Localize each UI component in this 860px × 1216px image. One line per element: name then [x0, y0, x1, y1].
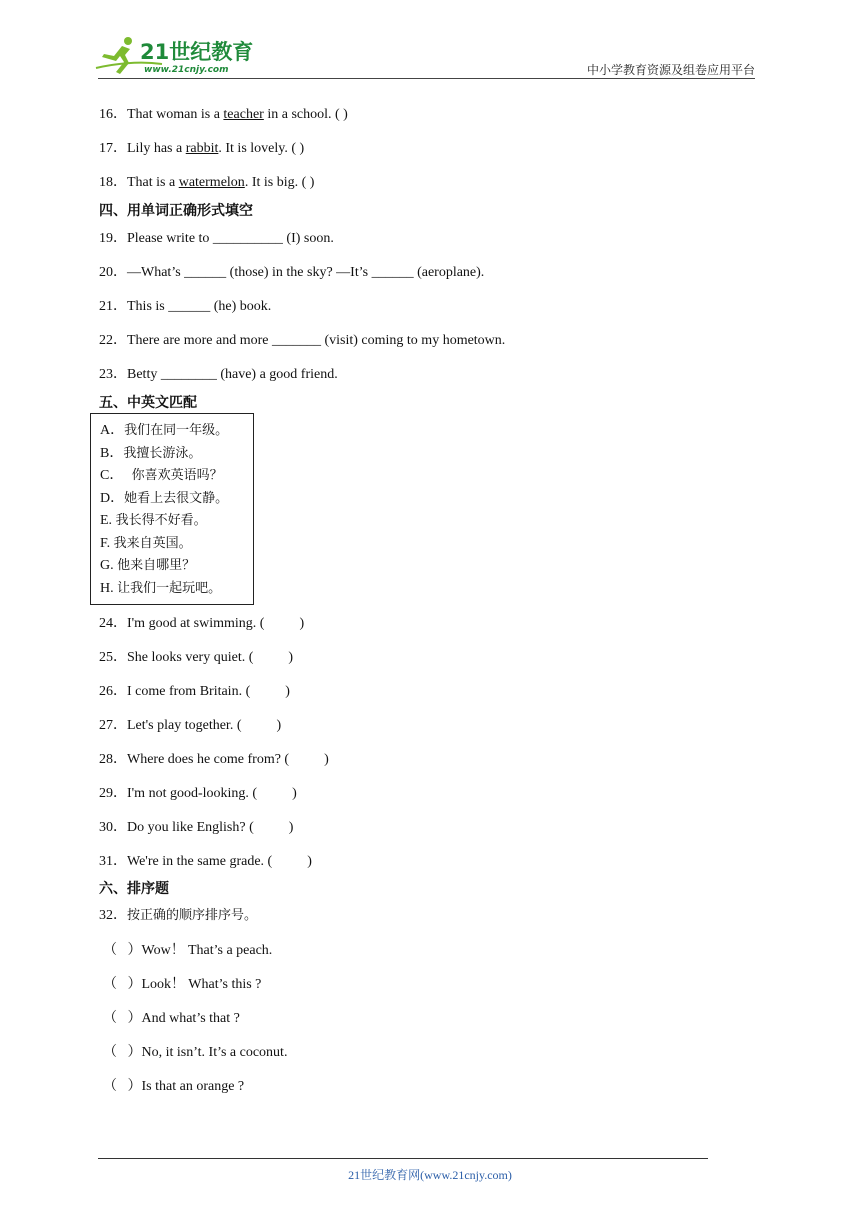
- runner-logo-icon: [92, 34, 262, 76]
- option-letter: H.: [100, 581, 118, 596]
- question-25: [99, 649, 293, 667]
- order-item: （ ）Wow！ That’s a peach.: [103, 943, 273, 958]
- question-number: 17．: [99, 141, 127, 156]
- question-text: We're in the same grade. ( ): [127, 854, 312, 869]
- option-text: 我们在同一年级。: [124, 423, 229, 438]
- question-number: 27．: [99, 718, 127, 733]
- question-number: 22．: [99, 333, 127, 348]
- question-28: [99, 751, 329, 769]
- question-text: This is ______ (he) book.: [127, 299, 272, 314]
- option-a: [100, 423, 228, 439]
- option-text: 让我们一起玩吧。: [117, 581, 222, 596]
- option-letter: C．: [100, 468, 124, 483]
- order-item: （ ）No, it isn’t. It’s a coconut.: [103, 1045, 288, 1060]
- question-text: There are more and more _______ (visit) coming to my hometown.: [127, 333, 506, 348]
- question-30: [99, 819, 293, 837]
- order-item: （ ）Look！ What’s this ?: [103, 977, 262, 992]
- option-d: [100, 491, 228, 507]
- option-text: 你喜欢英语吗？: [123, 468, 223, 483]
- question-text: Where does he come from? ( ): [127, 752, 329, 767]
- option-e: [100, 513, 207, 529]
- option-text: 我来自英国。: [113, 536, 192, 551]
- question-number: 19．: [99, 231, 127, 246]
- question-text: I'm good at swimming. ( ): [127, 616, 305, 631]
- question-text: Betty ________ (have) a good friend.: [127, 367, 338, 382]
- question-29: [99, 785, 297, 803]
- question-text: —What’s ______ (those) in the sky? —It’s ______ (aeroplane).: [127, 265, 485, 280]
- option-h: [100, 581, 221, 597]
- option-letter: F.: [100, 536, 114, 551]
- question-17: [99, 140, 304, 158]
- option-text: 我长得不好看。: [115, 513, 207, 528]
- option-g: [100, 558, 195, 574]
- header-tagline: 中小学教育资源及组卷应用平台: [586, 63, 755, 77]
- question-text: Do you like English? ( ): [127, 820, 294, 835]
- order-item: （ ）And what’s that ?: [103, 1011, 240, 1026]
- option-letter: D．: [100, 491, 125, 506]
- underlined-word: teacher: [223, 107, 264, 122]
- order-item: （ ）Is that an orange ?: [103, 1079, 245, 1094]
- option-text: 她看上去很文静。: [124, 491, 229, 506]
- underlined-word: watermelon: [178, 175, 245, 190]
- question-text: That is a: [127, 175, 179, 190]
- question-27: [99, 717, 281, 735]
- question-number: 28．: [99, 752, 127, 767]
- question-number: 18．: [99, 175, 127, 190]
- svg-text:www.21cnjy.com: www.21cnjy.com: [144, 65, 229, 75]
- section-4-title: 四、用单词正确形式填空: [99, 203, 253, 219]
- option-text: 我擅长游泳。: [123, 446, 202, 461]
- footer-divider: [98, 1158, 708, 1159]
- question-26: [99, 683, 290, 701]
- option-letter: G.: [100, 558, 118, 573]
- question-number: 26．: [99, 684, 127, 699]
- section-6-title: 六、排序题: [99, 881, 169, 897]
- question-number: 21．: [99, 299, 127, 314]
- footer-text: 21世纪教育网(www.21cnjy.com): [348, 1168, 512, 1182]
- question-22: [99, 332, 505, 350]
- question-31: [99, 853, 312, 871]
- question-number: 25．: [99, 650, 127, 665]
- question-number: 23．: [99, 367, 127, 382]
- svg-text:21世纪教育: 21世纪教育: [140, 40, 254, 64]
- question-number: 32．: [99, 908, 127, 923]
- option-letter: E.: [100, 513, 116, 528]
- option-b: [100, 446, 201, 462]
- question-text: . It is lovely. ( ): [218, 141, 305, 156]
- question-16: [99, 106, 348, 124]
- question-number: 24．: [99, 616, 127, 631]
- option-c: [100, 468, 223, 484]
- site-logo: [92, 34, 262, 76]
- question-number: 31．: [99, 854, 127, 869]
- options-box: [90, 413, 254, 605]
- question-number: 20．: [99, 265, 127, 280]
- question-text: Please write to __________ (I) soon.: [127, 231, 334, 246]
- question-text: 按正确的顺序排序号。: [127, 908, 258, 923]
- underlined-word: rabbit: [185, 141, 219, 156]
- question-text: in a school. ( ): [263, 107, 348, 122]
- question-24: [99, 615, 304, 633]
- option-text: 他来自哪里？: [117, 558, 196, 573]
- option-f: [100, 536, 192, 552]
- question-text: . It is big. ( ): [244, 175, 315, 190]
- option-letter: A．: [100, 423, 125, 438]
- question-text: I'm not good-looking. ( ): [127, 786, 297, 801]
- section-5-title: 五、中英文匹配: [99, 395, 197, 411]
- question-number: 29．: [99, 786, 127, 801]
- question-21: [99, 298, 271, 316]
- question-23: [99, 366, 338, 384]
- question-32: [99, 907, 257, 925]
- question-text: I come from Britain. ( ): [127, 684, 290, 699]
- question-number: 30．: [99, 820, 127, 835]
- question-number: 16．: [99, 107, 127, 122]
- question-18: [99, 174, 314, 192]
- question-text: Let's play together. ( ): [127, 718, 282, 733]
- option-letter: B．: [100, 446, 124, 461]
- question-text: Lily has a: [127, 141, 186, 156]
- question-text: She looks very quiet. ( ): [127, 650, 294, 665]
- question-text: That woman is a: [127, 107, 224, 122]
- question-20: [99, 264, 484, 282]
- question-19: [99, 230, 334, 248]
- header-divider: [98, 78, 755, 79]
